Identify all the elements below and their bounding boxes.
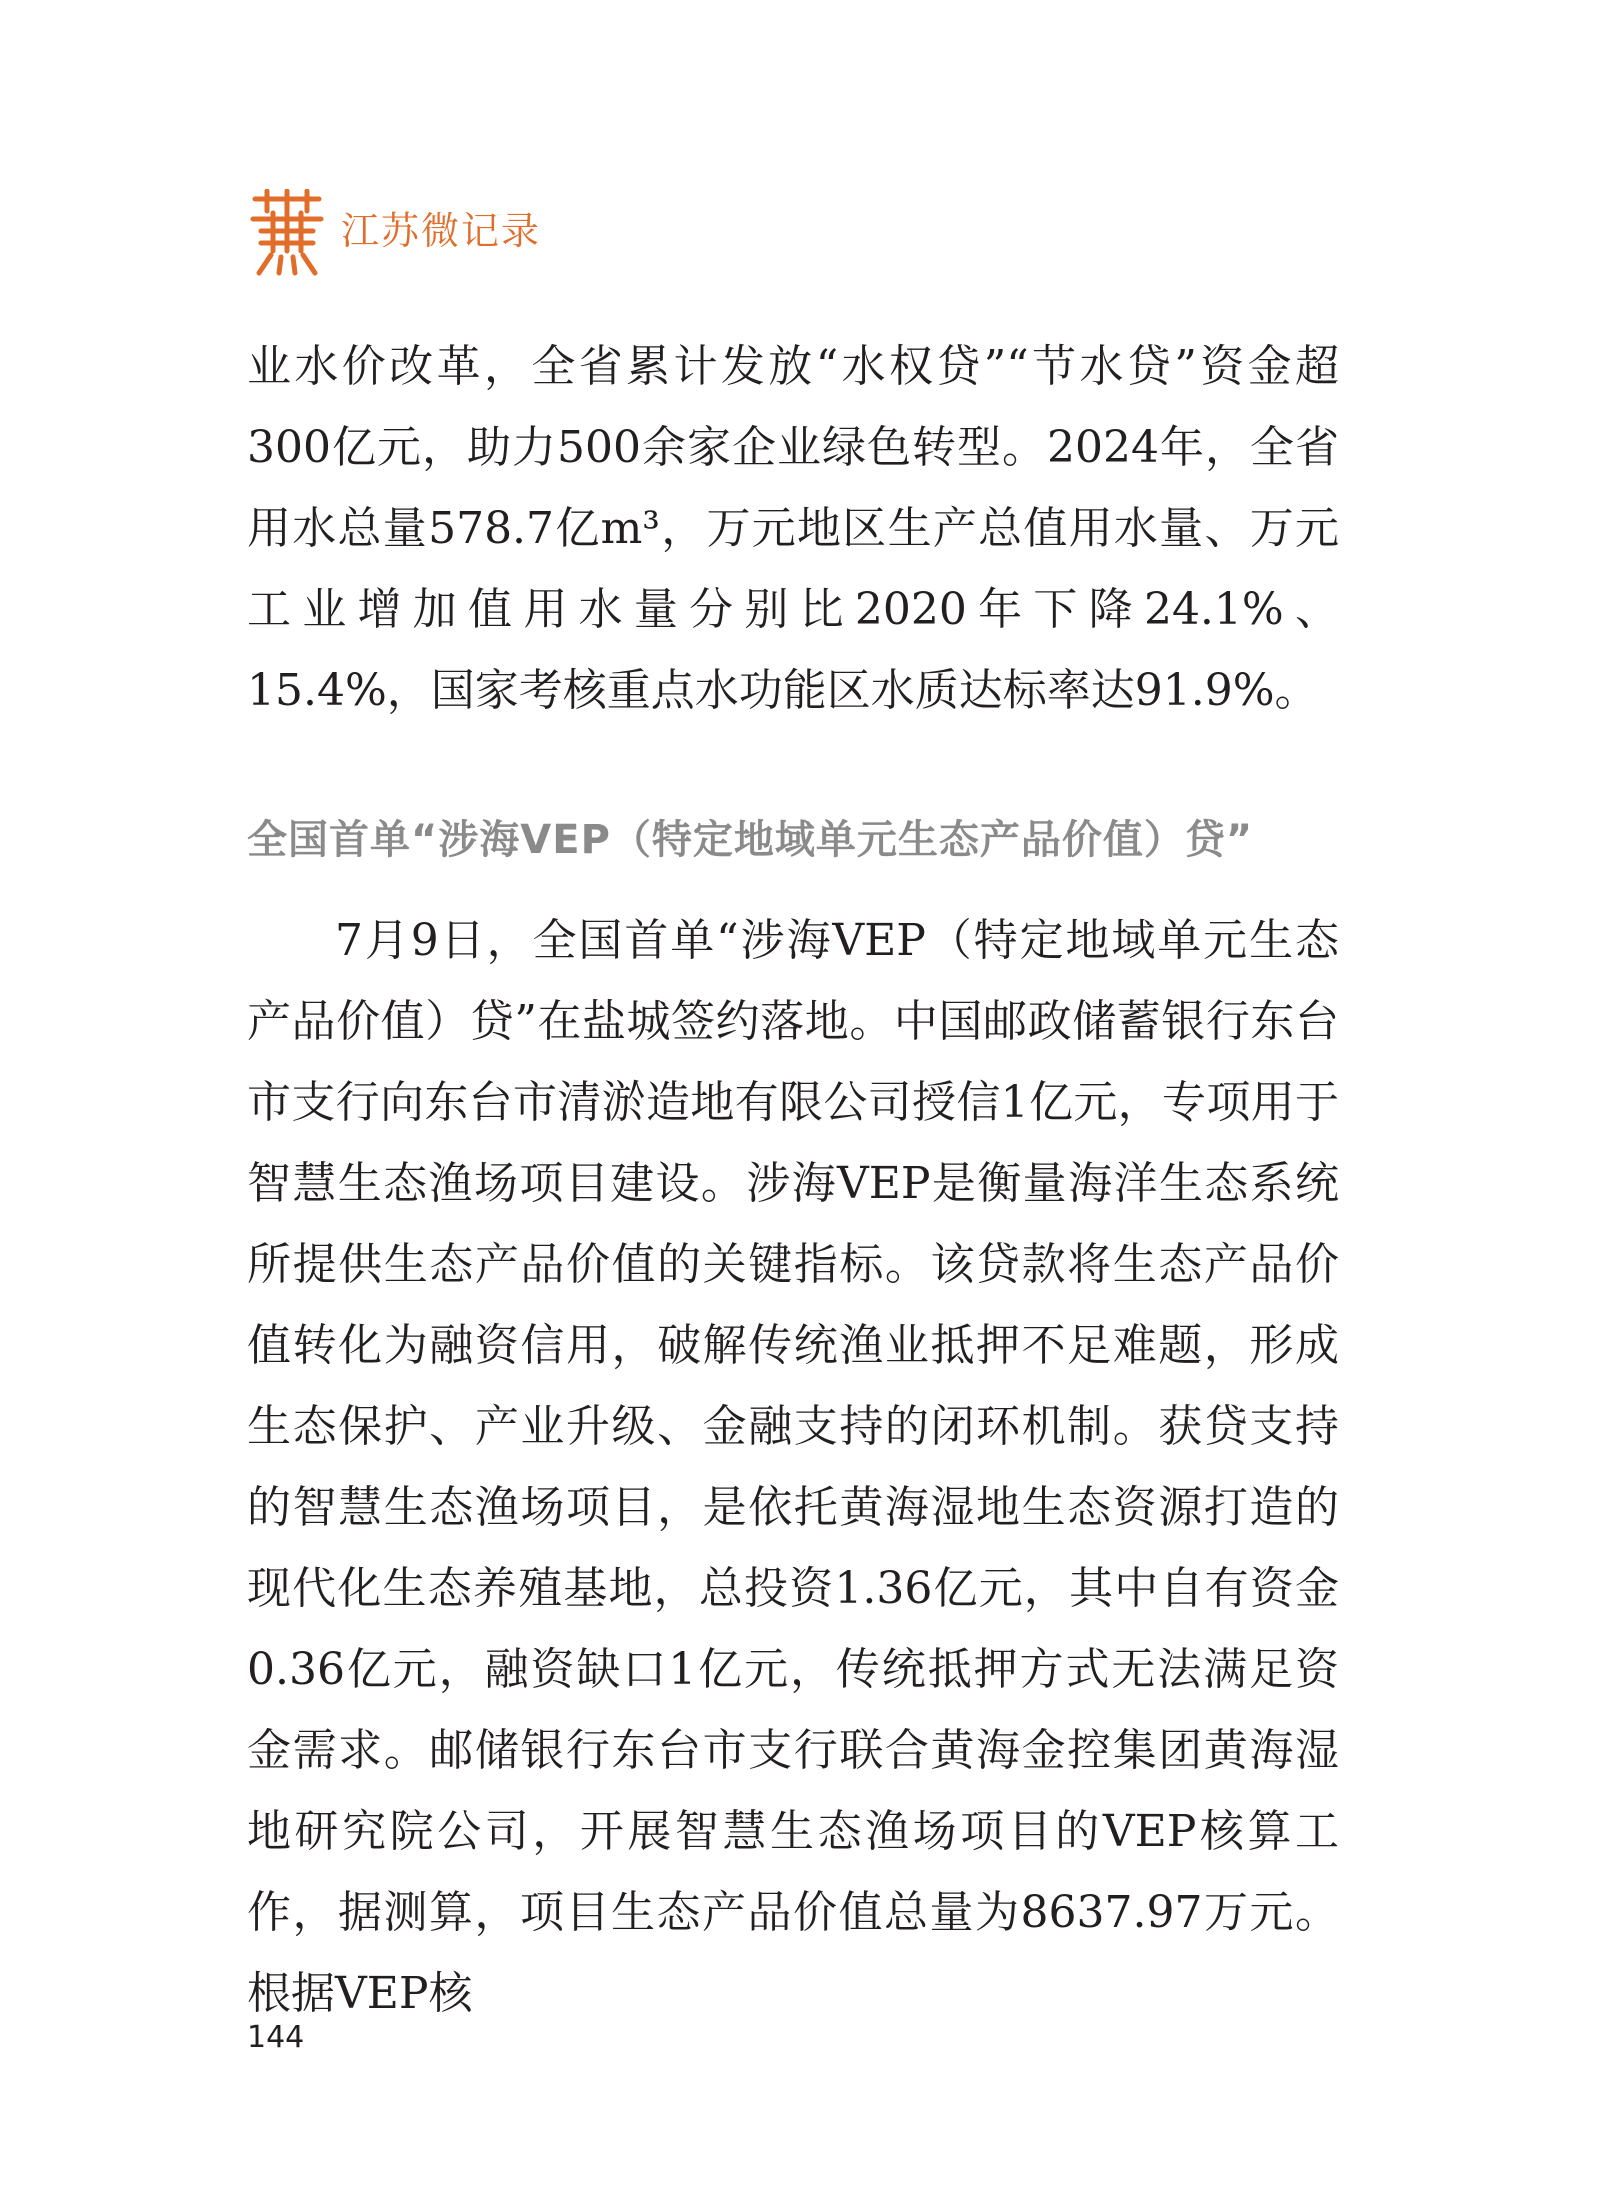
page-number: 144	[247, 2020, 305, 2055]
series-title: 江苏微记录	[341, 209, 542, 253]
section-body-block	[247, 900, 1339, 2034]
series-logo-icon	[247, 189, 327, 277]
running-header	[247, 188, 541, 278]
intro-text-block	[247, 326, 1339, 731]
intro-paragraph: 业水价改革，全省累计发放“水权贷”“节水贷”资金超300亿元，助力500余家企业绿色转型。2024年，全省用水总量578.7亿m³，万元地区生产总值用水量、万元工业增加值用水量分别比2020年下降24.1%、15.4%，国家考核重点水功能区水质达标率达91.9%。	[247, 341, 1339, 716]
section-heading: 全国首单“涉海VEP（特定地域单元生态产品价值）贷”	[247, 817, 1254, 863]
section-body-paragraph: 7月9日，全国首单“涉海VEP（特定地域单元生态产品价值）贷”在盐城签约落地。中国邮政储蓄银行东台市支行向东台市清淤造地有限公司授信1亿元，专项用于智慧生态渔场项目建设。涉海VEP是衡量海洋生态系统所提供生态产品价值的关键指标。该贷款将生态产品价值转化为融资信用，破解传统渔业抵押不足难题，形成生态保护、产业升级、金融支持的闭环机制。获贷支持的智慧生态渔场项目，是依托黄海湿地生态资源打造的现代化生态养殖基地，总投资1.36亿元，其中自有资金0.36亿元，融资缺口1亿元，传统抵押方式无法满足资金需求。邮储银行东台市支行联合黄海金控集团黄海湿地研究院公司，开展智慧生态渔场项目的VEP核算工作，据测算，项目生态产品价值总量为8637.97万元。根据VEP核	[247, 915, 1339, 2019]
